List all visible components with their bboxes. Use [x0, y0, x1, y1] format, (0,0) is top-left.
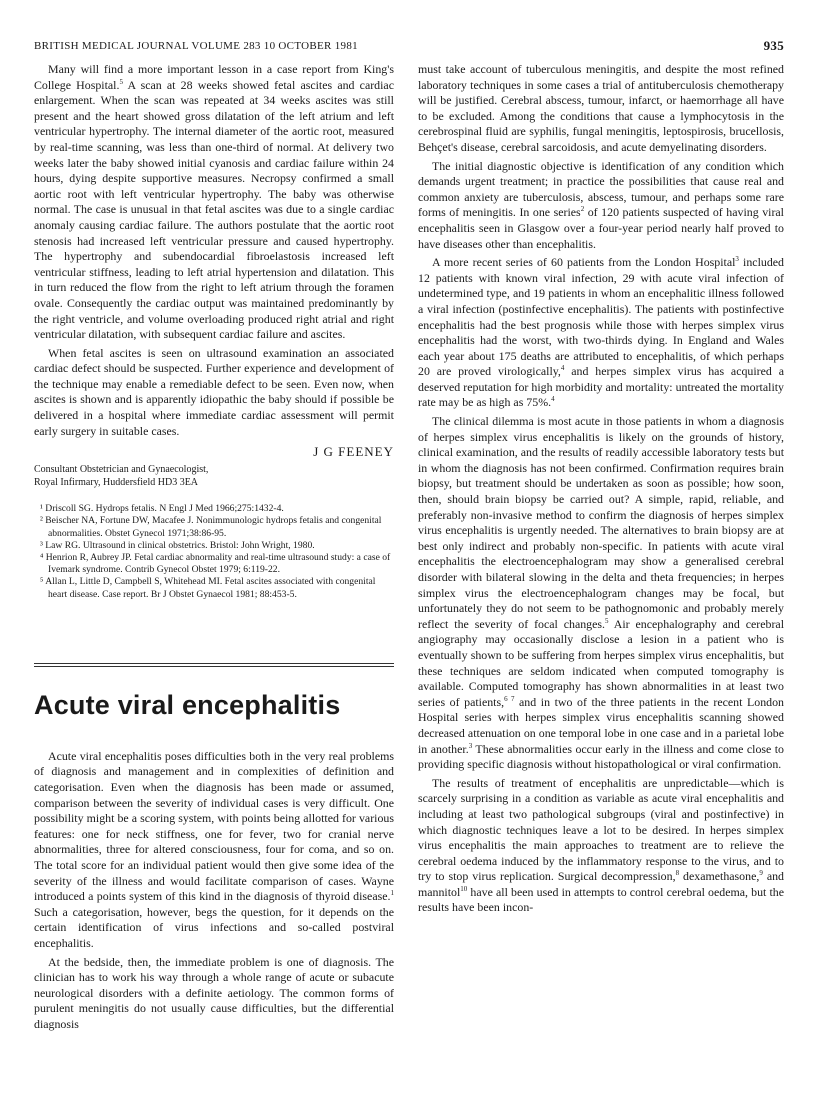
reference-item: ³ Law RG. Ultrasound in clinical obstetrics. Bristol: John Wright, 1980.: [40, 539, 315, 551]
text: These abnormalities occur early in the illness and come close to providing specific diagnosis without histopathological or viral confirmation.: [418, 741, 784, 772]
reference-marker: 5: [605, 616, 609, 625]
text: Such a categorisation, however, begs the question, for it depends on the certain identification of virus infections and so-called postviral encephalitis.: [34, 904, 394, 950]
author-affiliation-address: Royal Infirmary, Huddersfield HD3 3EA: [34, 477, 199, 489]
section-divider: [34, 663, 394, 664]
reference-marker: 8: [675, 869, 680, 878]
article-paragraph: [418, 776, 784, 916]
reference-marker: 10: [460, 884, 468, 893]
text: of 120 patients suspected of having viral encephalitis seen in Glasgow over a four-year period nearly half proved to have diseases other than encephalitis.: [418, 205, 784, 251]
article-paragraph: [418, 159, 784, 253]
reference-marker: 1: [390, 889, 394, 898]
conclusion-paragraph: When fetal ascites is seen on ultrasound examination an associated cardiac defect should be suspected. Further experience and development of the technique may enable a remediable defect to be seen. Even now, when ascites is shown and is apparently idiopathic the baby should if possible be delivered in a hospital where immediate cardiac assessment will permit early surgery in suitable cases.: [34, 345, 394, 438]
reference-marker: 2: [580, 205, 585, 214]
reference-marker: 4: [560, 364, 565, 373]
reference-marker: 9: [759, 869, 763, 878]
text: The clinical dilemma is most acute in those patients in whom a diagnosis of herpes simplex virus encephalitis is likely on the grounds of history, clinical examination, and the results of readily accessible laboratory tests but in whom the diagnosis has not been confirmed. Confirmation requires brain biopsy, but treatment should be undertaken as soon as possible; how soon, then, should brain biopsy be carried out? A simple, rapid, reliable, and preferably non-invasive method to confirm the diagnosis of herpes simplex virus encephalitis is urgently needed. The alternatives to brain biopsy are at best only indirect and probably non-specific. In patients with acute viral encephalitis the electroencephalogram may show a generalised cerebral disorder with bilateral slowing in the delta and theta frequencies; in herpes simplex virus the electroencephalogram changes may be focal, but unfortunately they do not seem to be pathognomonic and probably merely reflect the severity of focal changes.: [418, 414, 784, 631]
text: Air encephalography and cerebral angiography may occasionally disclose a lesion in a patient who is eventually shown to be suffering from herpes simplex virus encephalitis, but these techniques are seldom indicated when computed tomography is available. Computed tomography has shown abnormalities in at least two series of patients,: [418, 616, 785, 709]
text: A scan at 28 weeks showed fetal ascites and cardiac enlargement. When the scan was repeated at 34 weeks ascites was still present and the heart showed gross dilatation of the left atrium and left ventricular hypertrophy. The internal diameter of the aortic root, measured by real-time scanning, was less than one-third of normal. At delivery two weeks later the baby showed initial cyanosis and cardiac failure within 24 hours, dying despite supportive measures. Necropsy confirmed a small aortic root with left ventricular hypertrophy. The baby was otherwise normal. The case is unusual in that fetal ascites was due to a single cardiac anomaly causing cardiac failure. The authors postulate that the aortic root stenosis had increased left ventricular pressure and caused hypertrophy. The hypertrophy and subendocardial fibroelastosis increased left ventricular stiffness, leading to left atrial hypertension and dilatation. This in turn reduced the flow from the right to left atrium through the foramen ovale. Consequently the cardiac output was maintained predominantly by the right ventricle, and volume overloading produced right atrial and right ventricular dilatation, with subsequent cardiac failure and ascites.: [34, 77, 394, 342]
text: and in two of the three patients in the recent London Hospital series with herpes simplex virus encephalitis scanning showed decreased attenuation on one temporal lobe in one case and in a parietal lobe in another.: [418, 694, 784, 756]
left-column: [34, 62, 394, 1033]
author-signature: J G FEENEY: [313, 444, 394, 460]
text: dexamethasone,: [679, 869, 760, 884]
text: included 12 patients with known viral infection, 29 with acute viral infection of undetermined type, and 19 patients in whom an encephalitic illness followed a viral infection (postinfective encephalitis). The patients with postinfective encephalitis had the best prognosis while those with herpes simplex virus encephalitis had the worst, with two-thirds dying. In England and Wales each year about 175 deaths are attributed to encephalitis, of which perhaps 20 are proved virologically,: [418, 255, 784, 379]
article-title: Acute viral encephalitis: [34, 689, 341, 720]
running-head: BRITISH MEDICAL JOURNAL VOLUME 283 10 OCTOBER 1981: [34, 40, 358, 52]
article-paragraph: [418, 414, 784, 773]
article-paragraph: [418, 255, 784, 411]
text: A more recent series of 60 patients from the London Hospital: [432, 255, 736, 270]
text: The results of treatment of encephalitis are unpredictable—which is scarcely surprising in a condition as variable as acute viral encephalitis and including at least two pathological subgroups (viral and postinfective) in which diagnostic techniques leave a lot to be desired. In herpes simplex virus encephalitis the main approaches to treatment are to relieve the cerebral oedema induced by the inflammatory response to the virus, and to try to stop virus replication. Surgical decompression,: [418, 775, 784, 884]
reference-item: ² Beischer NA, Fortune DW, Macafee J. Nonimmunologic hydrops fetalis and congenital abnormalities. Obstet Gynecol 1971;38:86-95.: [40, 515, 382, 539]
text: Acute viral encephalitis poses difficulties both in the very real problems of diagnosis and management and in complexities of definition and categorisation. Even when the diagnosis has been made or assumed, comparison between the severity of individual cases is very difficult. One possibility might be a scoring system, with points being allotted for various features: one for neck stiffness, one for fever, two for cranial nerve abnormalities, three for altered consciousness, four for coma, and so on. The total score for an individual patient would then give some idea of the severity of the illness and would facilitate comparison of cases. Wayne introduced a points system of this kind in the diagnosis of thyroid disease.: [34, 748, 394, 904]
text: and herpes simplex virus has acquired a deserved reputation for high morbidity and mortality: untreated the mortality rate may be as high as 75%.: [418, 364, 784, 410]
text: and mannitol: [418, 869, 784, 899]
text: have all been used in attempts to control cerebral oedema, but the results have been incon-: [418, 884, 784, 915]
author-affiliation-title: Consultant Obstetrician and Gynaecologist,: [34, 464, 209, 476]
reference-marker: 5: [119, 77, 123, 86]
reference-marker: 4: [551, 395, 555, 404]
right-column: [418, 62, 784, 916]
article-paragraph: [34, 749, 394, 952]
reference-item: ¹ Driscoll SG. Hydrops fetalis. N Engl J Med 1966;275:1432-4.: [40, 503, 284, 515]
section-divider: [34, 666, 394, 667]
reference-list: [34, 503, 394, 601]
text: The initial diagnostic objective is identification of any condition which demands urgent treatment; in practice the possibilities that cause real and common anxiety are tuberculosis, abscess, tumour, and perhaps some rare forms of meningitis. In one series: [418, 158, 784, 220]
reference-marker: 3: [735, 255, 739, 264]
text: Many will find a more important lesson in a case report from King's College Hospital.: [34, 62, 394, 92]
case-report-paragraph: [34, 62, 394, 343]
reference-marker: 3: [468, 741, 473, 750]
reference-item: ⁴ Henrion R, Aubrey JP. Fetal cardiac abnormality and real-time ultrasound study: a case of Ivemark syndrome. Contrib Gynecol Obstet 1979; 6:119-22.: [40, 552, 391, 576]
page-number: 935: [763, 38, 784, 53]
article-paragraph: must take account of tuberculous meningitis, and despite the most refined laboratory techniques in some cases a trial of antituberculosis chemotherapy will be justified. Cerebral abscess, tumour, infarct, or haemorrhage all have to be excluded. Among the conditions that cause a lymphocytosis in the cerebrospinal fluid are syphilis, fungal meningitis, leptospirosis, brucellosis, Behçet's disease, cerebral sarcoidosis, and acute demyelinating disorders.: [418, 62, 784, 154]
article-paragraph: At the bedside, then, the immediate problem is one of diagnosis. The clinician has to work his way through a whole range of acute or subacute neurological disorders with a definite aetiology. The common forms of purulent meningitis do not usually cause difficulties, but the differential diagnosis: [34, 954, 394, 1031]
running-header: [34, 40, 784, 56]
reference-item: ⁵ Allan L, Little D, Campbell S, Whitehead MI. Fetal ascites associated with congenital heart disease. Case report. Br J Obstet Gynaecol 1981; 88:453-5.: [40, 576, 376, 600]
reference-marker: 6 7: [504, 694, 515, 703]
